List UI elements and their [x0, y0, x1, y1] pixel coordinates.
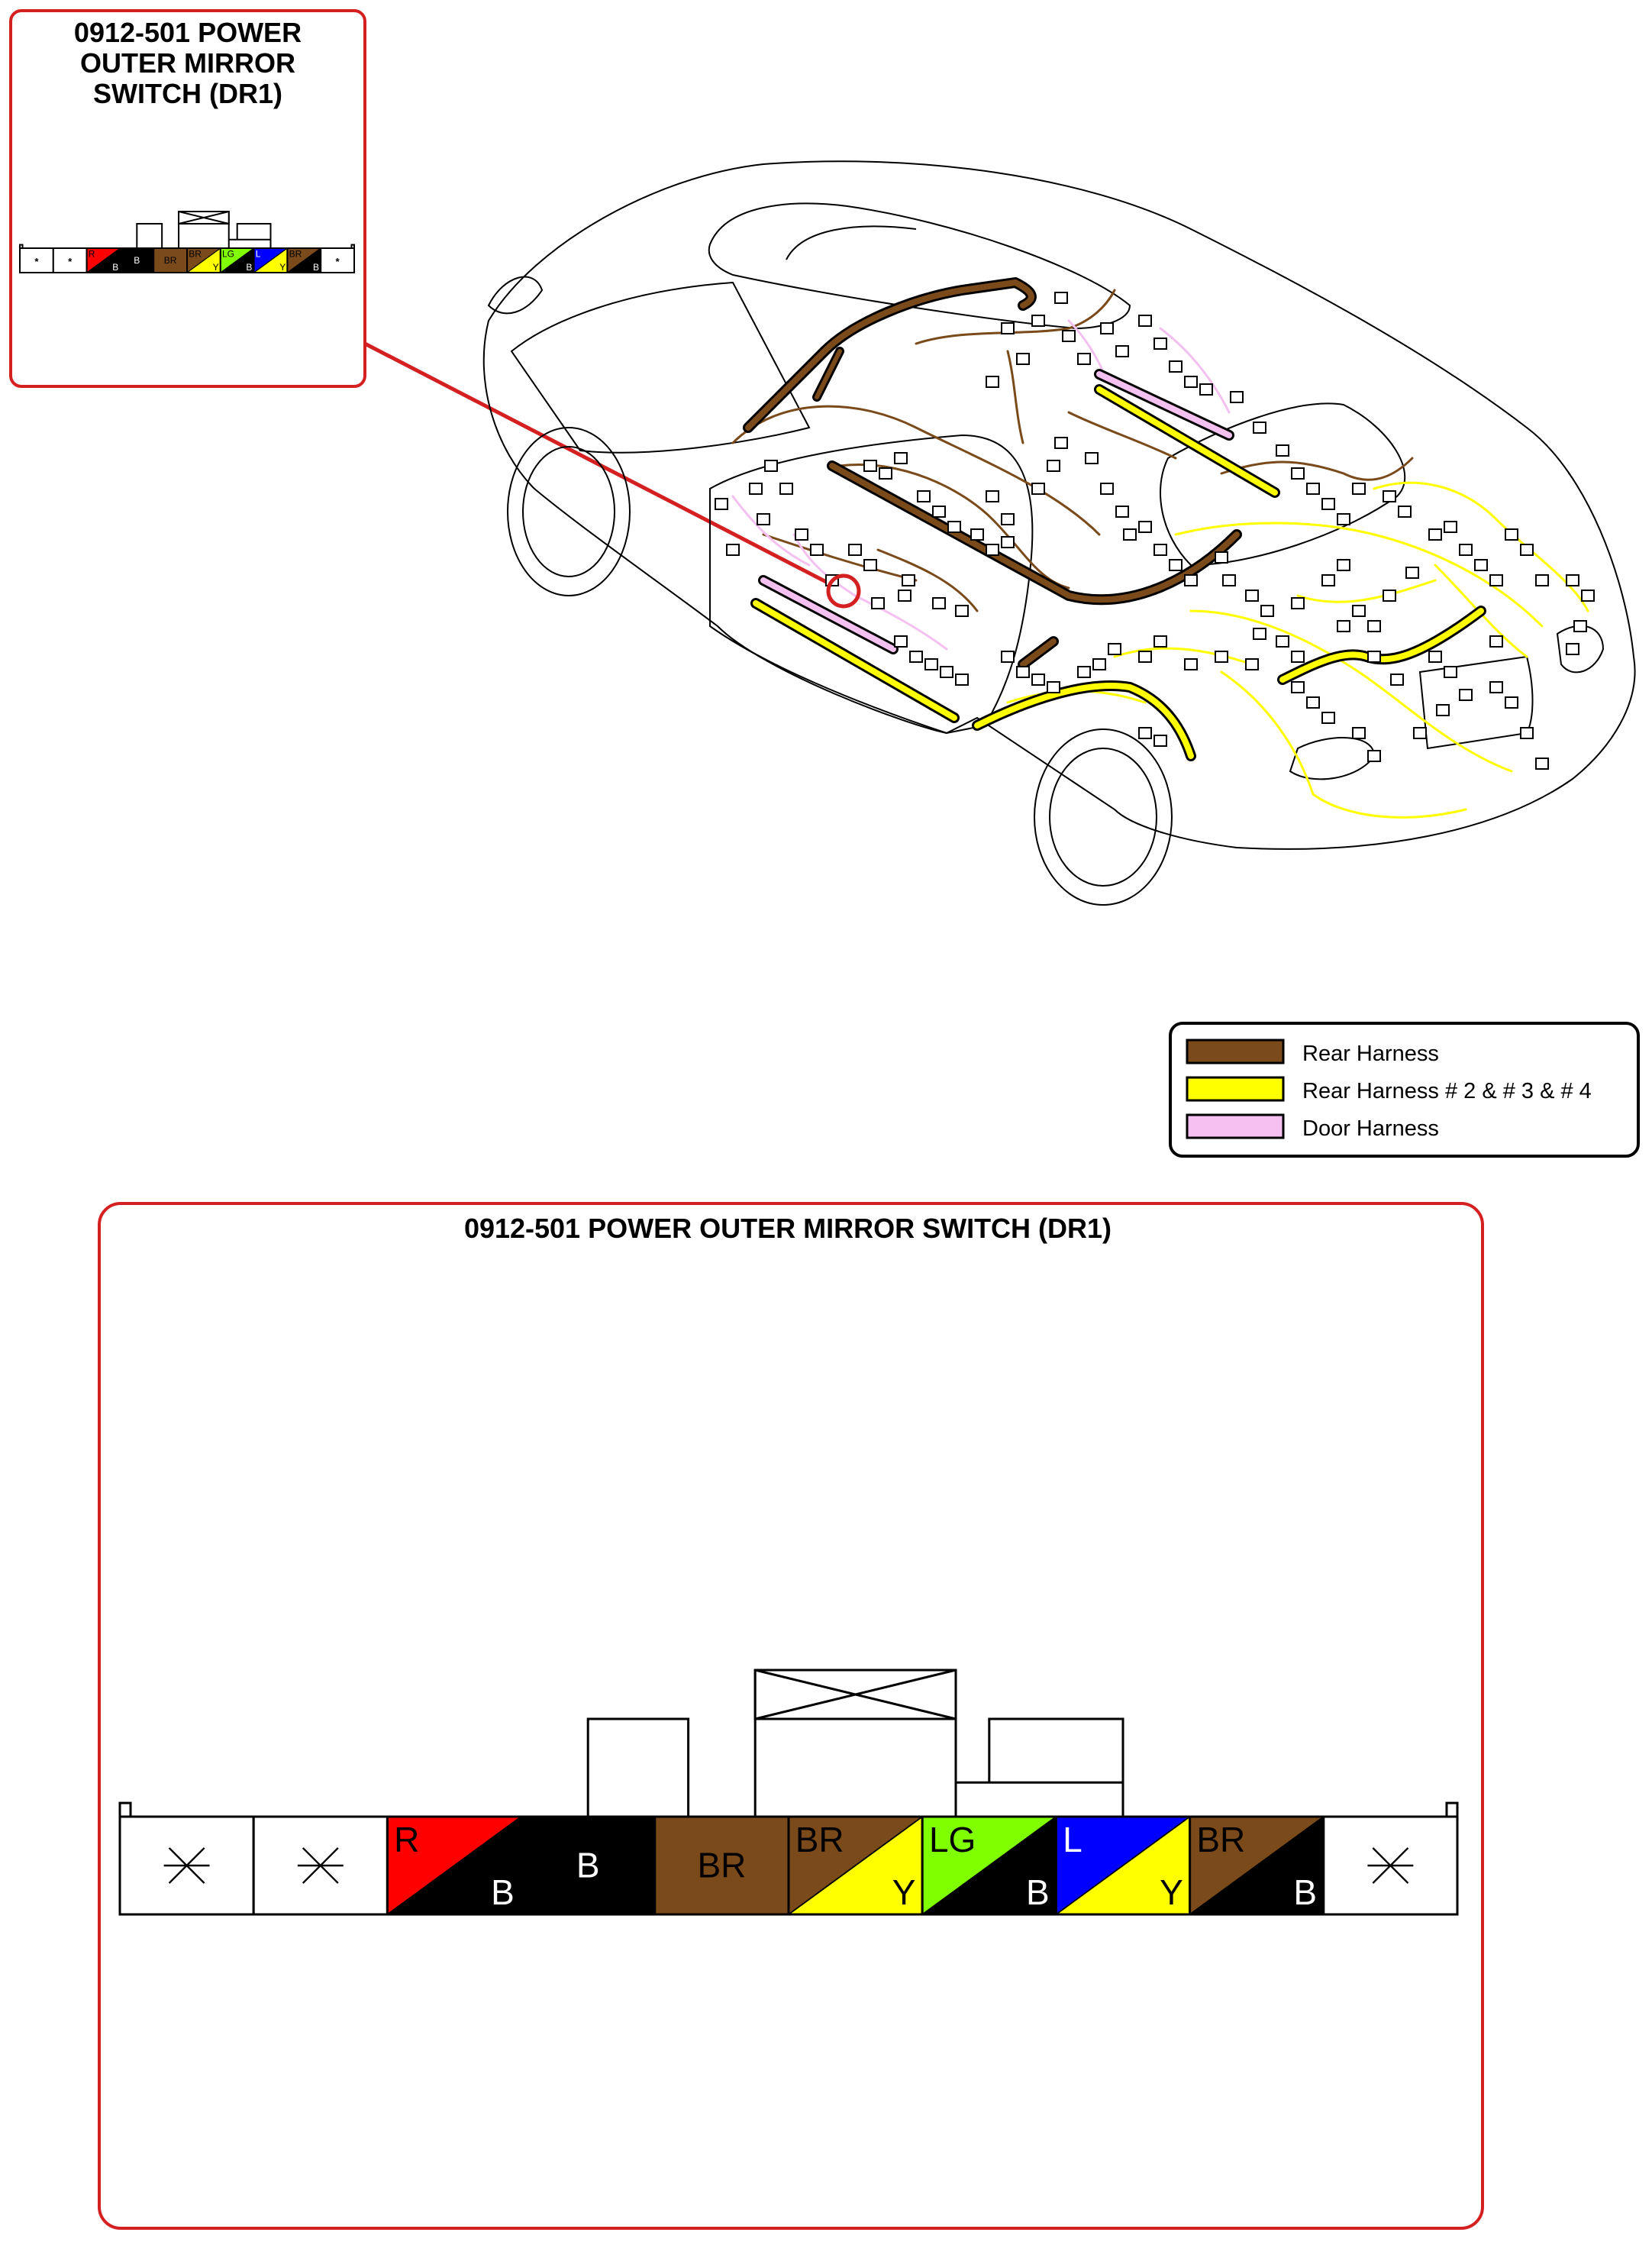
car-connector-105 — [1307, 697, 1319, 708]
car-connector-48 — [1505, 529, 1518, 540]
car-connector-42 — [1406, 567, 1418, 578]
car-connector-27 — [1124, 529, 1136, 540]
front-wheel-inner — [523, 447, 615, 577]
car-connector-102 — [1246, 659, 1258, 670]
main-pin-8 — [1056, 1817, 1189, 1914]
car-connector-93 — [1032, 674, 1044, 685]
main-pin-6-bottom-label: Y — [892, 1872, 916, 1913]
car-connector-80 — [795, 529, 808, 540]
car-connector-4 — [765, 460, 777, 471]
car-connector-122 — [1391, 674, 1403, 685]
car-connector-68 — [1200, 384, 1212, 395]
car-connector-104 — [1292, 682, 1304, 693]
inset-pin-8-bottom-label: Y — [279, 261, 286, 273]
inset-pin-3-bottom-label: B — [112, 261, 119, 273]
car-connector-55 — [986, 376, 999, 387]
inset-pin-1-blank-mark: * — [34, 255, 39, 267]
car-roof — [709, 204, 1130, 328]
car-connector-6 — [864, 460, 876, 471]
car-connector-64 — [1139, 315, 1151, 326]
car-connector-31 — [1185, 575, 1197, 586]
car-connector-98 — [1139, 651, 1151, 662]
car-connector-79 — [757, 514, 770, 525]
main-pin-3-bottom-label: B — [491, 1872, 515, 1913]
main-panel — [99, 1203, 1483, 2228]
car-connector-25 — [1101, 483, 1113, 494]
inset-title-line-1: 0912-501 POWER — [73, 17, 302, 48]
main-pin-10 — [1324, 1817, 1457, 1914]
rear-harness-2-thick — [756, 389, 1481, 756]
car-connector-95 — [1078, 667, 1090, 677]
car-connector-30 — [1170, 560, 1182, 570]
car-connector-35 — [1261, 606, 1273, 616]
main-pin-9-bottom-label: B — [1293, 1872, 1318, 1913]
car-connector-96 — [1093, 659, 1105, 670]
windshield — [511, 283, 809, 453]
inset-pin-5-label: BR — [163, 254, 177, 266]
car-connector-120 — [1337, 621, 1350, 632]
car-connector-36 — [1292, 598, 1304, 609]
inset-pin-7-top-label: LG — [221, 248, 235, 260]
rear-wheel — [1034, 729, 1172, 905]
car-connector-103 — [1276, 636, 1289, 647]
car-connector-88 — [925, 659, 937, 670]
car-connector-23 — [1055, 438, 1067, 448]
car-connector-9 — [918, 491, 930, 502]
car-connector-54 — [1566, 644, 1579, 654]
car-connector-115 — [1536, 758, 1548, 769]
main-pin-9-top-label: BR — [1196, 1820, 1246, 1860]
car-connector-67 — [1185, 376, 1197, 387]
inset-pin-3-top-label: R — [88, 248, 95, 260]
car-connector-112 — [1490, 682, 1502, 693]
car-connector-15 — [902, 575, 915, 586]
main-pin-8-bottom-label: Y — [1160, 1872, 1183, 1913]
car-connector-33 — [1223, 575, 1235, 586]
car-connector-29 — [1154, 544, 1166, 555]
inset-pin-5 — [153, 248, 187, 273]
main-pin-3-top-label: R — [394, 1820, 420, 1860]
main-pin-7-top-label: LG — [928, 1820, 976, 1860]
car-connector-1 — [715, 499, 728, 509]
inset-pin-9 — [287, 248, 321, 273]
car-connector-75 — [1337, 514, 1350, 525]
car-connector-114 — [1521, 728, 1533, 738]
inset-pin-8 — [254, 248, 288, 273]
car-connector-85 — [872, 598, 884, 609]
car-connector-123 — [1429, 651, 1441, 662]
car-connector-37 — [1322, 575, 1334, 586]
tail-light-left — [1290, 738, 1374, 779]
car-connector-117 — [1139, 728, 1151, 738]
car-connector-50 — [1536, 575, 1548, 586]
car-connector-18 — [956, 606, 968, 616]
inset-pin-4-label: B — [134, 254, 140, 266]
car-connector-91 — [1002, 651, 1014, 662]
car-connector-81 — [811, 544, 823, 555]
car-connector-83 — [849, 544, 861, 555]
car-connector-19 — [986, 491, 999, 502]
highlight-circle — [828, 576, 859, 606]
trunk-lid — [1160, 403, 1405, 565]
legend — [1170, 1023, 1638, 1156]
car-connector-10 — [933, 506, 945, 517]
car-connector-44 — [1444, 522, 1457, 532]
car-connector-24 — [1086, 453, 1098, 464]
inset-pin-2 — [53, 248, 87, 273]
car-connector-119 — [1292, 651, 1304, 662]
car-connector-56 — [1002, 323, 1014, 334]
car-connector-76 — [1353, 483, 1365, 494]
car-connector-77 — [1383, 491, 1395, 502]
main-latch-left — [120, 1803, 131, 1817]
legend-label-rear-harness: Rear Harness — [1302, 1042, 1439, 1066]
inset-pin-10-blank-mark: * — [335, 255, 340, 267]
inset-pin-10 — [321, 248, 354, 273]
car-connector-100 — [1185, 659, 1197, 670]
car-connector-63 — [1116, 346, 1128, 357]
car-connector-3 — [750, 483, 762, 494]
inset-pin-9-top-label: BR — [289, 248, 302, 260]
car-connector-46 — [1475, 560, 1487, 570]
inset-title-line-3: SWITCH (DR1) — [93, 78, 282, 109]
car-connector-7 — [879, 468, 892, 479]
main-pin-4 — [521, 1817, 655, 1914]
main-pin-7 — [922, 1817, 1056, 1914]
main-pin-1 — [120, 1817, 253, 1914]
inset-pin-7-bottom-label: B — [246, 261, 253, 273]
inset-pin-9-bottom-label: B — [312, 261, 320, 273]
car-connector-39 — [1353, 606, 1365, 616]
car-connector-92 — [1017, 667, 1029, 677]
legend-label-rear-harness-2: Rear Harness # 2 & # 3 & # 4 — [1302, 1079, 1592, 1103]
car-connector-66 — [1170, 361, 1182, 372]
car-connector-12 — [971, 529, 983, 540]
rear-wheel-inner — [1050, 748, 1157, 886]
car-connector-16 — [899, 590, 911, 601]
car-connector-87 — [910, 651, 922, 662]
car-connector-43 — [1429, 529, 1441, 540]
main-pin-5 — [655, 1817, 789, 1914]
car-connector-86 — [895, 636, 907, 647]
car-connector-51 — [1566, 575, 1579, 586]
car-connector-28 — [1139, 522, 1151, 532]
car-connector-14 — [1002, 537, 1014, 548]
main-pin-4-label: B — [576, 1845, 600, 1885]
inset-pin-6-bottom-label: Y — [212, 261, 219, 273]
car-connector-84 — [864, 560, 876, 570]
car-connector-45 — [1460, 544, 1472, 555]
car-connector-17 — [933, 598, 945, 609]
legend-swatch-rear-harness-2 — [1187, 1077, 1283, 1100]
car-connector-90 — [956, 674, 968, 685]
tail-light-right — [1557, 626, 1603, 673]
car-connector-21 — [1032, 483, 1044, 494]
car-connector-53 — [1574, 621, 1586, 632]
car-connector-113 — [1505, 697, 1518, 708]
inset-key-block-left — [137, 224, 162, 248]
car-connector-72 — [1292, 468, 1304, 479]
car-connector-49 — [1521, 544, 1533, 555]
door-outline — [710, 435, 1032, 733]
main-pin-2 — [253, 1817, 387, 1914]
car-connector-52 — [1582, 590, 1594, 601]
car-connector-62 — [1101, 323, 1113, 334]
car-connector-99 — [1154, 636, 1166, 647]
car-connector-108 — [1368, 751, 1380, 761]
main-pin-6-top-label: BR — [795, 1820, 844, 1860]
main-pin-9 — [1190, 1817, 1324, 1914]
car-connector-110 — [1437, 705, 1449, 716]
car-connector-74 — [1322, 499, 1334, 509]
car-connector-124 — [1444, 667, 1457, 677]
inset-pin-6 — [187, 248, 221, 273]
car-connector-26 — [1116, 506, 1128, 517]
main-latch-right — [1447, 1803, 1457, 1817]
car-connector-73 — [1307, 483, 1319, 494]
car-connector-60 — [1063, 331, 1075, 341]
car-connector-121 — [1368, 651, 1380, 662]
main-pin-3 — [387, 1817, 521, 1914]
car-connector-69 — [1231, 392, 1243, 402]
car-connector-11 — [948, 522, 960, 532]
car-connector-41 — [1383, 590, 1395, 601]
main-pin-5-label: BR — [697, 1845, 747, 1885]
car-illustration — [484, 161, 1635, 905]
car-connector-20 — [1002, 514, 1014, 525]
main-key-block-left — [588, 1719, 688, 1817]
car-connector-111 — [1460, 690, 1472, 700]
main-pin-7-bottom-label: B — [1025, 1872, 1050, 1913]
inset-title-line-2: OUTER MIRROR — [80, 47, 295, 79]
main-panel-title: 0912-501 POWER OUTER MIRROR SWITCH (DR1) — [463, 1213, 1112, 1244]
car-connector-116 — [1154, 735, 1166, 746]
main-pin-6 — [789, 1817, 922, 1914]
car-connector-13 — [986, 544, 999, 555]
inset-pin-6-top-label: BR — [189, 248, 202, 260]
inset-panel — [11, 11, 365, 386]
car-connector-78 — [1399, 506, 1411, 517]
leader-line — [365, 344, 832, 585]
legend-swatch-rear-harness — [1187, 1040, 1283, 1063]
inset-pin-8-top-label: L — [255, 248, 261, 260]
car-connector-38 — [1337, 560, 1350, 570]
car-connector-101 — [1215, 651, 1228, 662]
car-connector-22 — [1047, 460, 1060, 471]
car-connector-5 — [780, 483, 792, 494]
car-connector-8 — [895, 453, 907, 464]
legend-swatch-door-harness — [1187, 1115, 1283, 1138]
car-connector-107 — [1353, 728, 1365, 738]
inset-pin-3 — [87, 248, 121, 273]
door-harness-thick — [763, 374, 1229, 649]
car-connector-2 — [727, 544, 739, 555]
car-connector-94 — [1047, 682, 1060, 693]
car-connector-40 — [1368, 621, 1380, 632]
car-connector-89 — [941, 667, 953, 677]
car-connector-71 — [1276, 445, 1289, 456]
car-connector-47 — [1490, 575, 1502, 586]
car-connector-57 — [1017, 354, 1029, 364]
inset-pin-2-blank-mark: * — [68, 255, 73, 267]
car-connector-61 — [1078, 354, 1090, 364]
rear-harness-2-thin — [1008, 483, 1588, 817]
front-wheel — [508, 428, 630, 596]
car-connector-97 — [1108, 644, 1121, 654]
car-connector-118 — [1254, 628, 1266, 639]
car-connector-58 — [1032, 315, 1044, 326]
legend-label-door-harness: Door Harness — [1302, 1116, 1439, 1141]
main-pin-8-top-label: L — [1063, 1820, 1083, 1860]
car-connector-59 — [1055, 292, 1067, 303]
car-connector-65 — [1154, 338, 1166, 349]
car-connector-34 — [1246, 590, 1258, 601]
car-connector-106 — [1322, 712, 1334, 723]
car-connector-125 — [1490, 636, 1502, 647]
roof-line — [786, 226, 916, 260]
inset-pin-1 — [20, 248, 53, 273]
inset-pin-4 — [120, 248, 153, 273]
car-connector-70 — [1254, 422, 1266, 433]
car-connector-32 — [1215, 552, 1228, 563]
car-connector-109 — [1414, 728, 1426, 738]
inset-pin-7 — [221, 248, 254, 273]
